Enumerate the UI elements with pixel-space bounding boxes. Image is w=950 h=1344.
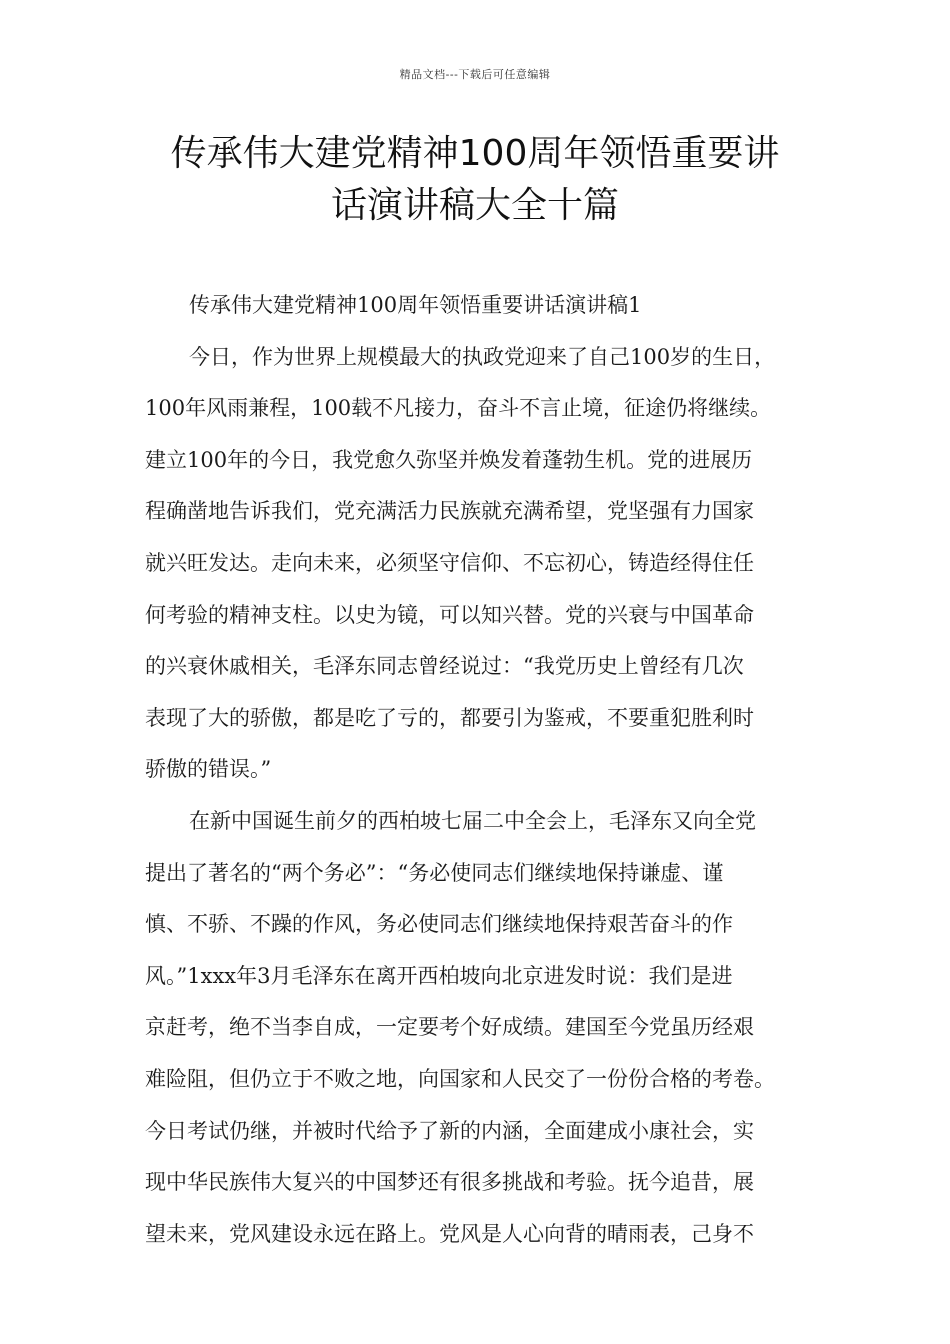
- paragraph-line: 何考验的精神支柱。以史为镜，可以知兴替。党的兴衰与中国革命: [145, 602, 754, 627]
- paragraph-line: 提出了著名的“两个务必”：“务必使同志们继续地保持谦虚、谨: [145, 860, 724, 885]
- paragraph-line: 骄傲的错误。”: [145, 757, 272, 782]
- paragraph-line: 表现了大的骄傲，都是吃了亏的，都要引为鉴戒，不要重犯胜利时: [145, 705, 754, 730]
- document-body: [145, 280, 835, 1260]
- paragraph-line: 望未来，党风建设永远在路上。党风是人心向背的晴雨表，己身不: [145, 1221, 754, 1246]
- paragraph-2: [145, 796, 835, 1260]
- paragraph-line: 就兴旺发达。走向未来，必须坚守信仰、不忘初心，铸造经得住任: [145, 550, 754, 575]
- paragraph-line: 京赶考，绝不当李自成，一定要考个好成绩。建国至今党虽历经艰: [145, 1015, 754, 1040]
- title-line-2: 话演讲稿大全十篇: [330, 185, 619, 226]
- document-title: [100, 128, 850, 232]
- paragraph-line: 在新中国诞生前夕的西柏坡七届二中全会上，毛泽东又向全党: [189, 808, 756, 833]
- paragraph-line: 的兴衰休戚相关，毛泽东同志曾经说过：“我党历史上曾经有几次: [145, 654, 744, 679]
- title-line-1: 传承伟大建党精神100周年领悟重要讲: [170, 133, 780, 174]
- paragraph-1: [145, 332, 835, 796]
- paragraph-line: 风。”1xxx年3月毛泽东在离开西柏坡向北京进发时说：我们是进: [145, 963, 733, 988]
- header-note: 精品文档---下载后可任意编辑: [399, 68, 551, 81]
- paragraph-line: 100年风雨兼程，100载不凡接力，奋斗不言止境，征途仍将继续。: [145, 396, 772, 421]
- paragraph-line: 今日，作为世界上规模最大的执政党迎来了自己100岁的生日，: [189, 344, 776, 369]
- paragraph-line: 程确凿地告诉我们，党充满活力民族就充满希望，党坚强有力国家: [145, 499, 754, 524]
- paragraph-line: 难险阻，但仍立于不败之地，向国家和人民交了一份份合格的考卷。: [145, 1066, 775, 1091]
- paragraph-line: 现中华民族伟大复兴的中国梦还有很多挑战和考验。抚今追昔，展: [145, 1170, 754, 1195]
- paragraph-line: 今日考试仍继，并被时代给予了新的内涵，全面建成小康社会，实: [145, 1118, 754, 1143]
- paragraph-line: 建立100年的今日，我党愈久弥坚并焕发着蓬勃生机。党的进展历: [145, 447, 753, 472]
- section-subtitle: 传承伟大建党精神100周年领悟重要讲话演讲稿1: [189, 293, 642, 317]
- paragraph-line: 慎、不骄、不躁的作风，务必使同志们继续地保持艰苦奋斗的作: [145, 912, 733, 937]
